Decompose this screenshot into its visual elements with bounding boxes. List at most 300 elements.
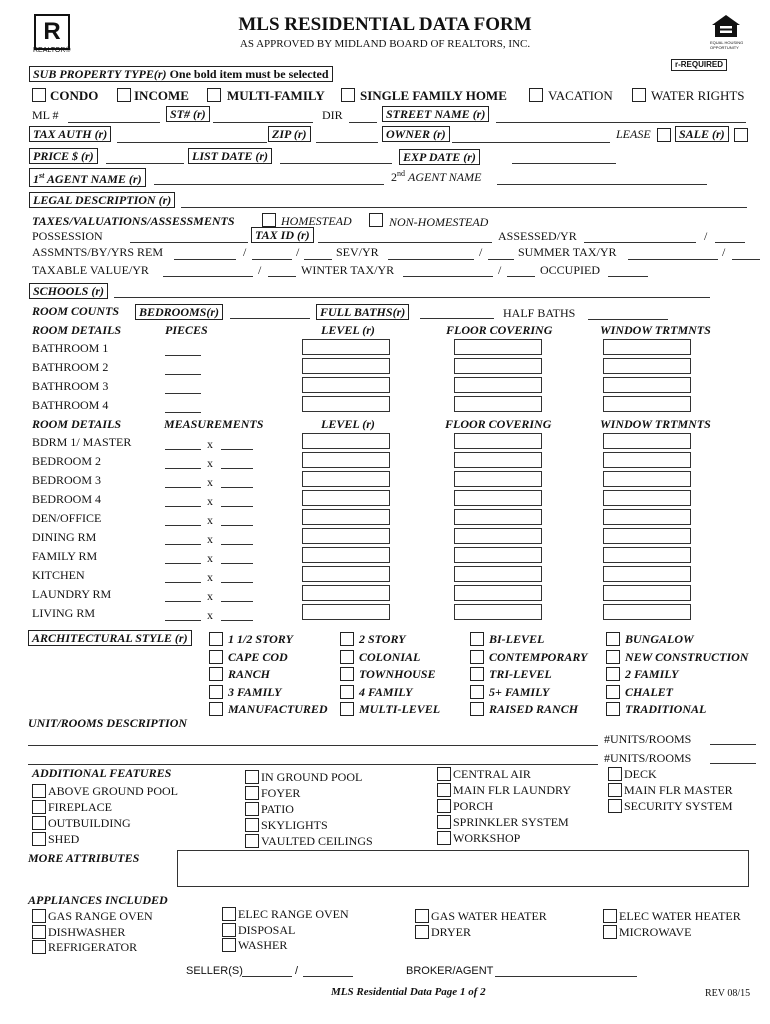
taxable-slash: / — [258, 263, 262, 277]
level-input[interactable] — [302, 585, 390, 601]
arch-style-label: BI-LEVEL — [489, 632, 545, 646]
required-note: r-REQUIRED — [671, 59, 727, 71]
feature-label: SKYLIGHTS — [261, 818, 328, 832]
feature-label: PORCH — [453, 799, 494, 813]
room-row-label: LIVING RM — [32, 606, 95, 620]
taxable-label: TAXABLE VALUE/YR — [32, 263, 149, 277]
realtor-logo: R — [34, 14, 70, 50]
page-footer: MLS Residential Data Page 1 of 2 — [331, 986, 486, 998]
measure-input-1[interactable] — [165, 563, 201, 564]
room-row-label: BEDROOM 2 — [32, 454, 102, 468]
feature-checkbox[interactable] — [245, 786, 259, 800]
price-label: PRICE $ (r) — [29, 148, 98, 164]
more-attributes-box[interactable] — [177, 850, 749, 887]
water-rights-checkbox[interactable] — [632, 88, 646, 102]
floor-covering-input[interactable] — [454, 547, 542, 563]
window-input[interactable] — [603, 433, 691, 449]
floor-covering-input[interactable] — [454, 528, 542, 544]
realtor-label: REALTOR® — [33, 47, 71, 54]
assessed-slash: / — [704, 229, 708, 243]
feature-label: DECK — [624, 767, 657, 781]
level-input[interactable] — [302, 396, 390, 412]
possession-label: POSSESSION — [32, 229, 103, 243]
level-input[interactable] — [302, 604, 390, 620]
floor-covering-input[interactable] — [454, 490, 542, 506]
feature-checkbox[interactable] — [245, 770, 259, 784]
floor-covering-input[interactable] — [454, 433, 542, 449]
winter-input[interactable] — [403, 276, 493, 277]
room-row-label: DINING RM — [32, 530, 97, 544]
measure-input-1[interactable] — [165, 449, 201, 450]
measure-input-2[interactable] — [221, 544, 253, 545]
measure-input-2[interactable] — [221, 620, 253, 621]
appliance-checkbox[interactable] — [32, 909, 46, 923]
legal-input[interactable] — [181, 207, 747, 208]
appliance-checkbox[interactable] — [415, 909, 429, 923]
lease-checkbox[interactable] — [657, 128, 671, 142]
feature-label: SECURITY SYSTEM — [624, 799, 733, 813]
rd2-header-window: WINDOW TRTMNTS — [600, 417, 711, 431]
feature-checkbox[interactable] — [608, 799, 622, 813]
measure-input-1[interactable] — [165, 506, 201, 507]
measure-input-1[interactable] — [165, 601, 201, 602]
appliance-label: GAS WATER HEATER — [431, 909, 547, 923]
street-input[interactable] — [496, 122, 746, 123]
appliance-label: DISPOSAL — [238, 922, 296, 937]
window-input[interactable] — [603, 471, 691, 487]
arch-style-checkbox[interactable] — [340, 667, 354, 681]
agent1-label: 1st AGENT NAME (r) — [29, 168, 146, 187]
measure-input-1[interactable] — [165, 487, 201, 488]
assmnts-slash-1: / — [243, 245, 247, 259]
arch-style-checkbox[interactable] — [470, 702, 484, 716]
measure-input-2[interactable] — [221, 449, 253, 450]
pieces-input[interactable] — [165, 374, 201, 375]
arch-style-label: TRI-LEVEL — [489, 667, 552, 681]
arch-style-label: TRADITIONAL — [625, 702, 707, 716]
assessed-input[interactable] — [584, 242, 696, 243]
page-subtitle: AS APPROVED BY MIDLAND BOARD OF REALTORS, INC. — [239, 38, 531, 50]
st-input[interactable] — [213, 122, 313, 123]
floor-covering-input[interactable] — [454, 566, 542, 582]
level-input[interactable] — [302, 509, 390, 525]
zip-input[interactable] — [316, 142, 378, 143]
bedrooms-input[interactable] — [230, 318, 310, 319]
feature-label: SHED — [48, 832, 80, 846]
floor-covering-input[interactable] — [454, 377, 542, 393]
feature-checkbox[interactable] — [32, 832, 46, 846]
arch-style-checkbox[interactable] — [340, 650, 354, 664]
feature-checkbox[interactable] — [437, 815, 451, 829]
feature-label: FIREPLACE — [48, 800, 113, 814]
legal-label: LEGAL DESCRIPTION (r) — [29, 192, 175, 208]
assmnts-input-1[interactable] — [174, 259, 236, 260]
arch-style-checkbox[interactable] — [209, 632, 223, 646]
rd1-header-floor: FLOOR COVERING — [446, 323, 553, 337]
feature-checkbox[interactable] — [245, 802, 259, 816]
rd2-header-room: ROOM DETAILS — [32, 417, 122, 431]
measure-x: x — [207, 608, 213, 622]
arch-style-checkbox[interactable] — [340, 632, 354, 646]
tax-auth-input[interactable] — [117, 142, 267, 143]
feature-checkbox[interactable] — [608, 783, 622, 797]
appliance-label: MICROWAVE — [619, 924, 692, 939]
sev-input[interactable] — [388, 259, 474, 260]
sev-yr-input[interactable] — [488, 259, 514, 260]
measure-x: x — [207, 494, 213, 508]
water-rights-label: WATER RIGHTS — [651, 88, 745, 103]
multi-family-label: MULTI-FAMILY — [227, 88, 325, 103]
pieces-input[interactable] — [165, 393, 201, 394]
feature-label: VAULTED CEILINGS — [261, 834, 373, 848]
arch-style-checkbox[interactable] — [340, 685, 354, 699]
broker-input[interactable] — [495, 976, 637, 977]
room-row-label: KITCHEN — [32, 568, 85, 582]
single-family-label: SINGLE FAMILY HOME — [360, 88, 507, 103]
arch-style-label: 1 1/2 STORY — [228, 632, 293, 646]
measure-input-1[interactable] — [165, 468, 201, 469]
measure-x: x — [207, 551, 213, 565]
arch-style-checkbox[interactable] — [470, 632, 484, 646]
broker-label: BROKER/AGENT — [406, 965, 494, 977]
floor-covering-input[interactable] — [454, 585, 542, 601]
arch-style-label: MULTI-LEVEL — [359, 702, 441, 716]
window-input[interactable] — [603, 358, 691, 374]
arch-style-checkbox[interactable] — [209, 702, 223, 716]
measure-input-2[interactable] — [221, 487, 253, 488]
summer-label: SUMMER TAX/YR — [518, 245, 617, 259]
floor-covering-input[interactable] — [454, 339, 542, 355]
room-row-label: LAUNDRY RM — [32, 587, 112, 601]
arch-style-label: MANUFACTURED — [228, 702, 328, 716]
appliance-checkbox[interactable] — [603, 925, 617, 939]
window-input[interactable] — [603, 585, 691, 601]
window-input[interactable] — [603, 490, 691, 506]
arch-style-label: 3 FAMILY — [228, 684, 282, 699]
floor-covering-input[interactable] — [454, 358, 542, 374]
measure-x: x — [207, 532, 213, 546]
appliances-label: APPLIANCES INCLUDED — [28, 893, 168, 907]
measure-input-2[interactable] — [221, 506, 253, 507]
more-attributes-label: MORE ATTRIBUTES — [28, 851, 140, 865]
eho-label: EQUAL HOUSING OPPORTUNITY — [710, 40, 744, 50]
window-input[interactable] — [603, 528, 691, 544]
measure-input-2[interactable] — [221, 582, 253, 583]
unit-rooms-label: UNIT/ROOMS DESCRIPTION — [28, 716, 188, 730]
assmnts-input-3[interactable] — [304, 259, 332, 260]
tax-id-input[interactable] — [318, 242, 492, 243]
rd2-header-floor: FLOOR COVERING — [445, 417, 552, 431]
sale-checkbox[interactable] — [734, 128, 748, 142]
measure-x: x — [207, 437, 213, 451]
arch-style-checkbox[interactable] — [470, 685, 484, 699]
non-homestead-label: NON-HOMESTEAD — [389, 215, 489, 229]
income-checkbox[interactable] — [117, 88, 131, 102]
level-input[interactable] — [302, 377, 390, 393]
list-date-label: LIST DATE (r) — [188, 148, 272, 164]
owner-input[interactable] — [452, 142, 610, 143]
level-input[interactable] — [302, 471, 390, 487]
rd1-header-pieces: PIECES — [165, 323, 208, 337]
measure-x: x — [207, 456, 213, 470]
units-rooms-input-2[interactable] — [710, 763, 756, 764]
winter-slash: / — [498, 263, 502, 277]
page-title: MLS RESIDENTIAL DATA FORM — [238, 14, 532, 35]
features-label: ADDITIONAL FEATURES — [32, 766, 172, 780]
floor-covering-input[interactable] — [454, 604, 542, 620]
appliance-checkbox[interactable] — [222, 938, 236, 952]
window-input[interactable] — [603, 604, 691, 620]
street-label: STREET NAME (r) — [382, 106, 489, 122]
feature-label: ABOVE GROUND POOL — [48, 784, 179, 798]
appliance-label: ELEC WATER HEATER — [619, 909, 741, 923]
half-baths-input[interactable] — [588, 319, 668, 320]
window-input[interactable] — [603, 452, 691, 468]
room-row-label: BEDROOM 4 — [32, 492, 102, 506]
agent1-input[interactable] — [154, 184, 384, 185]
appliance-checkbox[interactable] — [415, 925, 429, 939]
level-input[interactable] — [302, 339, 390, 355]
appliance-label: REFRIGERATOR — [48, 940, 138, 954]
sev-label: SEV/YR — [336, 245, 379, 259]
sub-property-label: SUB PROPERTY TYPE(r) One bold item must be selected — [29, 66, 333, 82]
seller-input-2[interactable] — [303, 976, 353, 977]
feature-label: FOYER — [261, 786, 301, 800]
occupied-label: OCCUPIED — [540, 263, 601, 277]
seller-input-1[interactable] — [242, 976, 292, 977]
non-homestead-checkbox[interactable] — [369, 213, 383, 227]
measure-input-2[interactable] — [221, 601, 253, 602]
arch-style-checkbox[interactable] — [606, 632, 620, 646]
level-input[interactable] — [302, 452, 390, 468]
appliance-checkbox[interactable] — [222, 907, 236, 921]
arch-style-checkbox[interactable] — [606, 685, 620, 699]
unit-rooms-desc-line-2[interactable] — [28, 764, 598, 765]
room-row-label: DEN/OFFICE — [32, 511, 102, 525]
measure-input-1[interactable] — [165, 544, 201, 545]
feature-checkbox[interactable] — [437, 783, 451, 797]
measure-x: x — [207, 475, 213, 489]
homestead-label: HOMESTEAD — [281, 214, 352, 228]
summer-slash: / — [722, 245, 726, 259]
feature-checkbox[interactable] — [245, 818, 259, 832]
feature-checkbox[interactable] — [32, 784, 46, 798]
equal-housing-icon — [711, 14, 741, 38]
feature-checkbox[interactable] — [245, 834, 259, 848]
tax-auth-label: TAX AUTH (r) — [29, 126, 111, 142]
ml-input[interactable] — [68, 122, 160, 123]
arch-style-label: CAPE COD — [228, 649, 288, 664]
measure-input-1[interactable] — [165, 620, 201, 621]
assmnts-input-2[interactable] — [252, 259, 292, 260]
arch-style-checkbox[interactable] — [606, 667, 620, 681]
measure-input-2[interactable] — [221, 563, 253, 564]
pieces-input[interactable] — [165, 412, 201, 413]
measure-input-2[interactable] — [221, 525, 253, 526]
level-input[interactable] — [302, 566, 390, 582]
assmnts-slash-2: / — [296, 245, 300, 259]
appliance-label: DRYER — [431, 924, 472, 939]
measure-x: x — [207, 570, 213, 584]
tax-id-label: TAX ID (r) — [251, 227, 314, 243]
level-input[interactable] — [302, 433, 390, 449]
possession-input[interactable] — [130, 242, 248, 243]
arch-style-checkbox[interactable] — [209, 667, 223, 681]
taxable-input[interactable] — [163, 276, 253, 277]
multi-family-checkbox[interactable] — [207, 88, 221, 102]
units-rooms-input-1[interactable] — [710, 744, 756, 745]
single-family-checkbox[interactable] — [341, 88, 355, 102]
feature-label: IN GROUND POOL — [261, 770, 363, 784]
floor-covering-input[interactable] — [454, 396, 542, 412]
zip-label: ZIP (r) — [268, 126, 311, 142]
arch-style-label: 4 FAMILY — [359, 684, 413, 699]
taxable-yr-input[interactable] — [268, 276, 296, 277]
arch-style-label: BUNGALOW — [625, 632, 694, 646]
dir-label: DIR — [322, 108, 343, 122]
agent2-input[interactable] — [497, 184, 707, 185]
level-input[interactable] — [302, 490, 390, 506]
feature-checkbox[interactable] — [437, 799, 451, 813]
level-input[interactable] — [302, 547, 390, 563]
arch-style-label: CONTEMPORARY — [489, 649, 588, 664]
feature-checkbox[interactable] — [32, 800, 46, 814]
feature-label: CENTRAL AIR — [453, 767, 531, 781]
feature-checkbox[interactable] — [608, 767, 622, 781]
feature-checkbox[interactable] — [32, 816, 46, 830]
feature-label: MAIN FLR MASTER — [624, 783, 733, 797]
appliance-checkbox[interactable] — [32, 925, 46, 939]
measure-input-1[interactable] — [165, 582, 201, 583]
assessed-label: ASSESSED/YR — [498, 229, 577, 243]
list-date-input[interactable] — [280, 163, 392, 164]
room-row-label: BATHROOM 3 — [32, 379, 109, 393]
seller-label: SELLER(S) — [186, 965, 243, 977]
window-input[interactable] — [603, 566, 691, 582]
appliance-checkbox[interactable] — [603, 909, 617, 923]
winter-label: WINTER TAX/YR — [301, 263, 395, 277]
feature-label: OUTBUILDING — [48, 816, 131, 830]
room-counts-label: ROOM COUNTS — [32, 304, 120, 318]
units-rooms-label-1: #UNITS/ROOMS — [604, 732, 692, 746]
room-row-label: BEDROOM 3 — [32, 473, 102, 487]
owner-label: OWNER (r) — [382, 126, 450, 142]
homestead-checkbox[interactable] — [262, 213, 276, 227]
floor-covering-input[interactable] — [454, 471, 542, 487]
agent2-label: 2nd AGENT NAME — [391, 169, 482, 184]
lease-label: LEASE — [616, 127, 651, 141]
schools-input[interactable] — [114, 297, 710, 298]
arch-style-checkbox[interactable] — [606, 702, 620, 716]
window-input[interactable] — [603, 339, 691, 355]
bedrooms-label: BEDROOMS(r) — [135, 304, 223, 320]
room-row-label: BATHROOM 1 — [32, 341, 109, 355]
appliance-checkbox[interactable] — [32, 940, 46, 954]
revision: REV 08/15 — [705, 988, 751, 999]
pieces-input[interactable] — [165, 355, 201, 356]
feature-checkbox[interactable] — [437, 831, 451, 845]
rd1-header-room: ROOM DETAILS — [32, 323, 122, 337]
assessed-yr-input[interactable] — [715, 242, 745, 243]
ml-label: ML # — [32, 108, 59, 122]
level-input[interactable] — [302, 358, 390, 374]
feature-label: SPRINKLER SYSTEM — [453, 815, 569, 829]
arch-style-label: RAISED RANCH — [489, 702, 579, 716]
arch-style-checkbox[interactable] — [340, 702, 354, 716]
vacation-label: VACATION — [548, 88, 613, 103]
vacation-checkbox[interactable] — [529, 88, 543, 102]
feature-checkbox[interactable] — [437, 767, 451, 781]
arch-style-checkbox[interactable] — [470, 650, 484, 664]
window-input[interactable] — [603, 396, 691, 412]
arch-style-label: 2 FAMILY — [625, 667, 679, 681]
seller-slash: / — [295, 965, 299, 977]
appliance-label: WASHER — [238, 938, 288, 952]
window-input[interactable] — [603, 509, 691, 525]
arch-style-checkbox[interactable] — [470, 667, 484, 681]
arch-style-checkbox[interactable] — [606, 650, 620, 664]
window-input[interactable] — [603, 377, 691, 393]
arch-style-checkbox[interactable] — [209, 685, 223, 699]
condo-label: CONDO — [50, 88, 99, 103]
floor-covering-input[interactable] — [454, 509, 542, 525]
exp-date-input[interactable] — [512, 163, 616, 164]
appliance-checkbox[interactable] — [222, 923, 236, 937]
sale-label: SALE (r) — [675, 126, 729, 142]
feature-label: MAIN FLR LAUNDRY — [453, 783, 572, 797]
exp-date-label: EXP DATE (r) — [399, 149, 480, 165]
measure-input-2[interactable] — [221, 468, 253, 469]
income-label: INCOME — [134, 88, 189, 103]
condo-checkbox[interactable] — [32, 88, 46, 102]
unit-rooms-desc-line[interactable] — [28, 745, 598, 746]
assmnts-label: ASSMNTS/BY/YRS REM — [32, 245, 164, 259]
summer-yr-input[interactable] — [732, 259, 760, 260]
floor-covering-input[interactable] — [454, 452, 542, 468]
room-row-label: BATHROOM 2 — [32, 360, 109, 374]
sev-slash: / — [479, 245, 483, 259]
arch-style-label: 2 STORY — [359, 632, 406, 646]
taxes-label: TAXES/VALUATIONS/ASSESSMENTS — [32, 214, 235, 228]
st-label: ST# (r) — [166, 106, 210, 122]
half-baths-label: HALF BATHS — [503, 306, 576, 320]
appliance-label: DISHWASHER — [48, 924, 126, 939]
room-row-label: BATHROOM 4 — [32, 398, 109, 412]
full-baths-input[interactable] — [420, 318, 494, 319]
arch-style-checkbox[interactable] — [209, 650, 223, 664]
measure-input-1[interactable] — [165, 525, 201, 526]
level-input[interactable] — [302, 528, 390, 544]
price-input[interactable] — [106, 163, 184, 164]
feature-label: PATIO — [261, 802, 294, 816]
measure-x: x — [207, 589, 213, 603]
appliance-label: ELEC RANGE OVEN — [238, 907, 349, 921]
summer-input[interactable] — [628, 259, 718, 260]
appliance-label: GAS RANGE OVEN — [48, 909, 153, 923]
dir-input[interactable] — [349, 122, 377, 123]
arch-style-label: 5+ FAMILY — [489, 684, 550, 699]
window-input[interactable] — [603, 547, 691, 563]
arch-style-label: COLONIAL — [359, 649, 421, 664]
room-row-label: FAMILY RM — [32, 549, 98, 563]
full-baths-label: FULL BATHS(r) — [316, 304, 409, 320]
measure-x: x — [207, 513, 213, 527]
occupied-input[interactable] — [608, 276, 648, 277]
feature-label: WORKSHOP — [453, 831, 521, 845]
schools-label: SCHOOLS (r) — [29, 283, 108, 299]
winter-yr-input[interactable] — [507, 276, 535, 277]
arch-style-label: NEW CONSTRUCTION — [625, 649, 749, 664]
